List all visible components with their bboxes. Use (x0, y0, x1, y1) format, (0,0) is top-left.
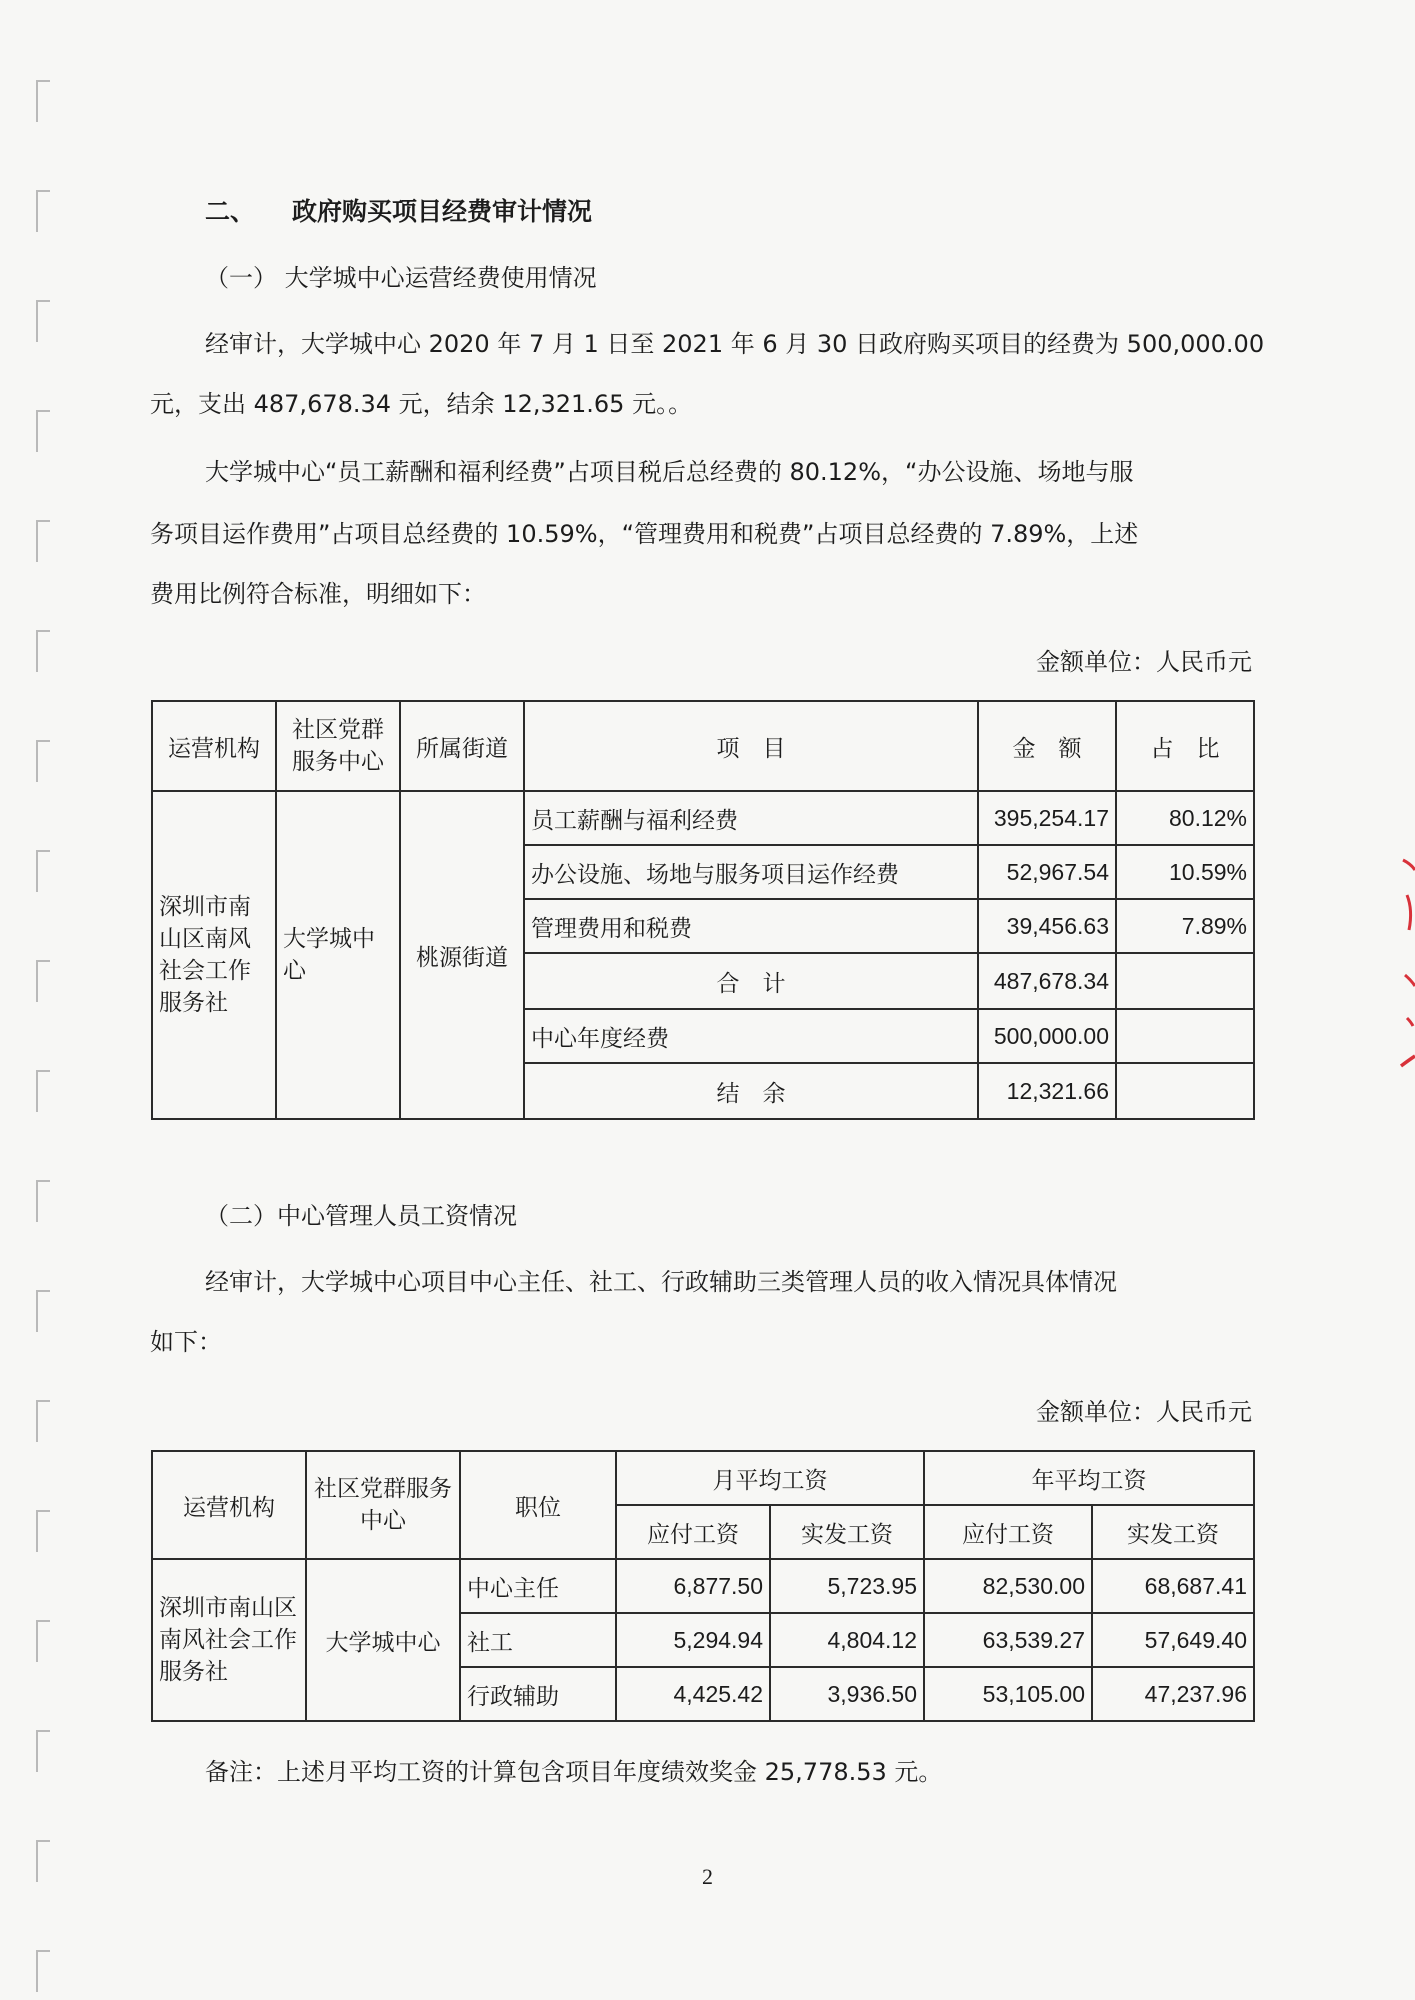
center-cell: 大学城中心 (306, 1559, 460, 1721)
amount-cell: 500,000.00 (978, 1009, 1116, 1063)
item-cell: 中心年度经费 (524, 1009, 978, 1063)
header-org: 运营机构 (152, 1451, 306, 1559)
monthly-actual-cell: 5,723.95 (770, 1559, 924, 1613)
annual-payable-cell: 82,530.00 (924, 1559, 1092, 1613)
street-cell: 桃源街道 (400, 791, 524, 1119)
position-cell: 中心主任 (460, 1559, 616, 1613)
paragraph-1-line-2: 元，支出 487,678.34 元，结余 12,321.65 元。。 (150, 390, 693, 418)
amount-cell: 39,456.63 (978, 899, 1116, 953)
position-cell: 行政辅助 (460, 1667, 616, 1721)
header-monthly-salary: 月平均工资 (616, 1451, 924, 1505)
annual-actual-cell: 68,687.41 (1092, 1559, 1254, 1613)
header-amount: 金 额 (978, 701, 1116, 791)
header-center: 社区党群服务中心 (306, 1451, 460, 1559)
salary-table (151, 1450, 1255, 1722)
header-street: 所属街道 (400, 701, 524, 791)
ratio-cell: 10.59% (1116, 845, 1254, 899)
header-item: 项 目 (524, 701, 978, 791)
header-ratio: 占 比 (1116, 701, 1254, 791)
ratio-cell (1116, 1063, 1254, 1119)
monthly-actual-cell: 4,804.12 (770, 1613, 924, 1667)
paragraph-1-line-1: 经审计，大学城中心 2020 年 7 月 1 日至 2021 年 6 月 30 日政府购买项目的经费为 500,000.00 (205, 330, 1265, 358)
position-cell: 社工 (460, 1613, 616, 1667)
paragraph-3-line-1: 经审计，大学城中心项目中心主任、社工、行政辅助三类管理人员的收入情况具体情况 (205, 1268, 1117, 1296)
section-heading-number: 二、 (205, 197, 256, 226)
item-cell: 结 余 (524, 1063, 978, 1119)
annual-actual-cell: 47,237.96 (1092, 1667, 1254, 1721)
header-monthly-actual: 实发工资 (770, 1505, 924, 1559)
annual-payable-cell: 63,539.27 (924, 1613, 1092, 1667)
paragraph-2-line-1: 大学城中心“员工薪酬和福利经费”占项目税后总经费的 80.12%，“办公设施、场地与服 (205, 458, 1134, 486)
item-cell: 合 计 (524, 953, 978, 1009)
header-position: 职位 (460, 1451, 616, 1559)
funding-table (151, 700, 1255, 1120)
org-cell: 深圳市南山区南风社会工作服务社 (152, 1559, 306, 1721)
monthly-actual-cell: 3,936.50 (770, 1667, 924, 1721)
amount-cell: 395,254.17 (978, 791, 1116, 845)
table-row (152, 1559, 1254, 1613)
ratio-cell (1116, 1009, 1254, 1063)
org-cell: 深圳市南山区南风社会工作服务社 (152, 791, 276, 1119)
header-annual-actual: 实发工资 (1092, 1505, 1254, 1559)
table-row (152, 791, 1254, 845)
item-cell: 员工薪酬与福利经费 (524, 791, 978, 845)
amount-cell: 487,678.34 (978, 953, 1116, 1009)
center-cell: 大学城中心 (276, 791, 400, 1119)
monthly-payable-cell: 4,425.42 (616, 1667, 770, 1721)
paragraph-3-line-2: 如下： (150, 1328, 222, 1356)
red-seal-fragment (1365, 840, 1415, 1140)
amount-cell: 12,321.66 (978, 1063, 1116, 1119)
page-number: 2 (702, 1864, 713, 1889)
unit-label-2: 金额单位：人民币元 (1036, 1398, 1252, 1426)
header-annual-payable: 应付工资 (924, 1505, 1092, 1559)
footnote: 备注：上述月平均工资的计算包含项目年度绩效奖金 25,778.53 元。 (205, 1758, 943, 1786)
item-cell: 办公设施、场地与服务项目运作经费 (524, 845, 978, 899)
annual-payable-cell: 53,105.00 (924, 1667, 1092, 1721)
monthly-payable-cell: 5,294.94 (616, 1613, 770, 1667)
annual-actual-cell: 57,649.40 (1092, 1613, 1254, 1667)
paragraph-2-line-3: 费用比例符合标准，明细如下： (150, 580, 486, 608)
unit-label-1: 金额单位：人民币元 (1036, 648, 1252, 676)
ratio-cell: 7.89% (1116, 899, 1254, 953)
subsection-title-2: （二）中心管理人员工资情况 (205, 1202, 517, 1230)
ratio-cell: 80.12% (1116, 791, 1254, 845)
section-heading: 政府购买项目经费审计情况 (292, 197, 593, 226)
paragraph-2-line-2: 务项目运作费用”占项目总经费的 10.59%，“管理费用和税费”占项目总经费的 7.89%，上述 (150, 520, 1139, 548)
ratio-cell (1116, 953, 1254, 1009)
table-header-row (152, 1451, 1254, 1505)
table-header-row (152, 701, 1254, 791)
header-monthly-payable: 应付工资 (616, 1505, 770, 1559)
header-annual-salary: 年平均工资 (924, 1451, 1254, 1505)
item-cell: 管理费用和税费 (524, 899, 978, 953)
header-org: 运营机构 (152, 701, 276, 791)
subsection-title-1: （一） 大学城中心运营经费使用情况 (205, 264, 597, 292)
amount-cell: 52,967.54 (978, 845, 1116, 899)
header-center: 社区党群服务中心 (276, 701, 400, 791)
monthly-payable-cell: 6,877.50 (616, 1559, 770, 1613)
